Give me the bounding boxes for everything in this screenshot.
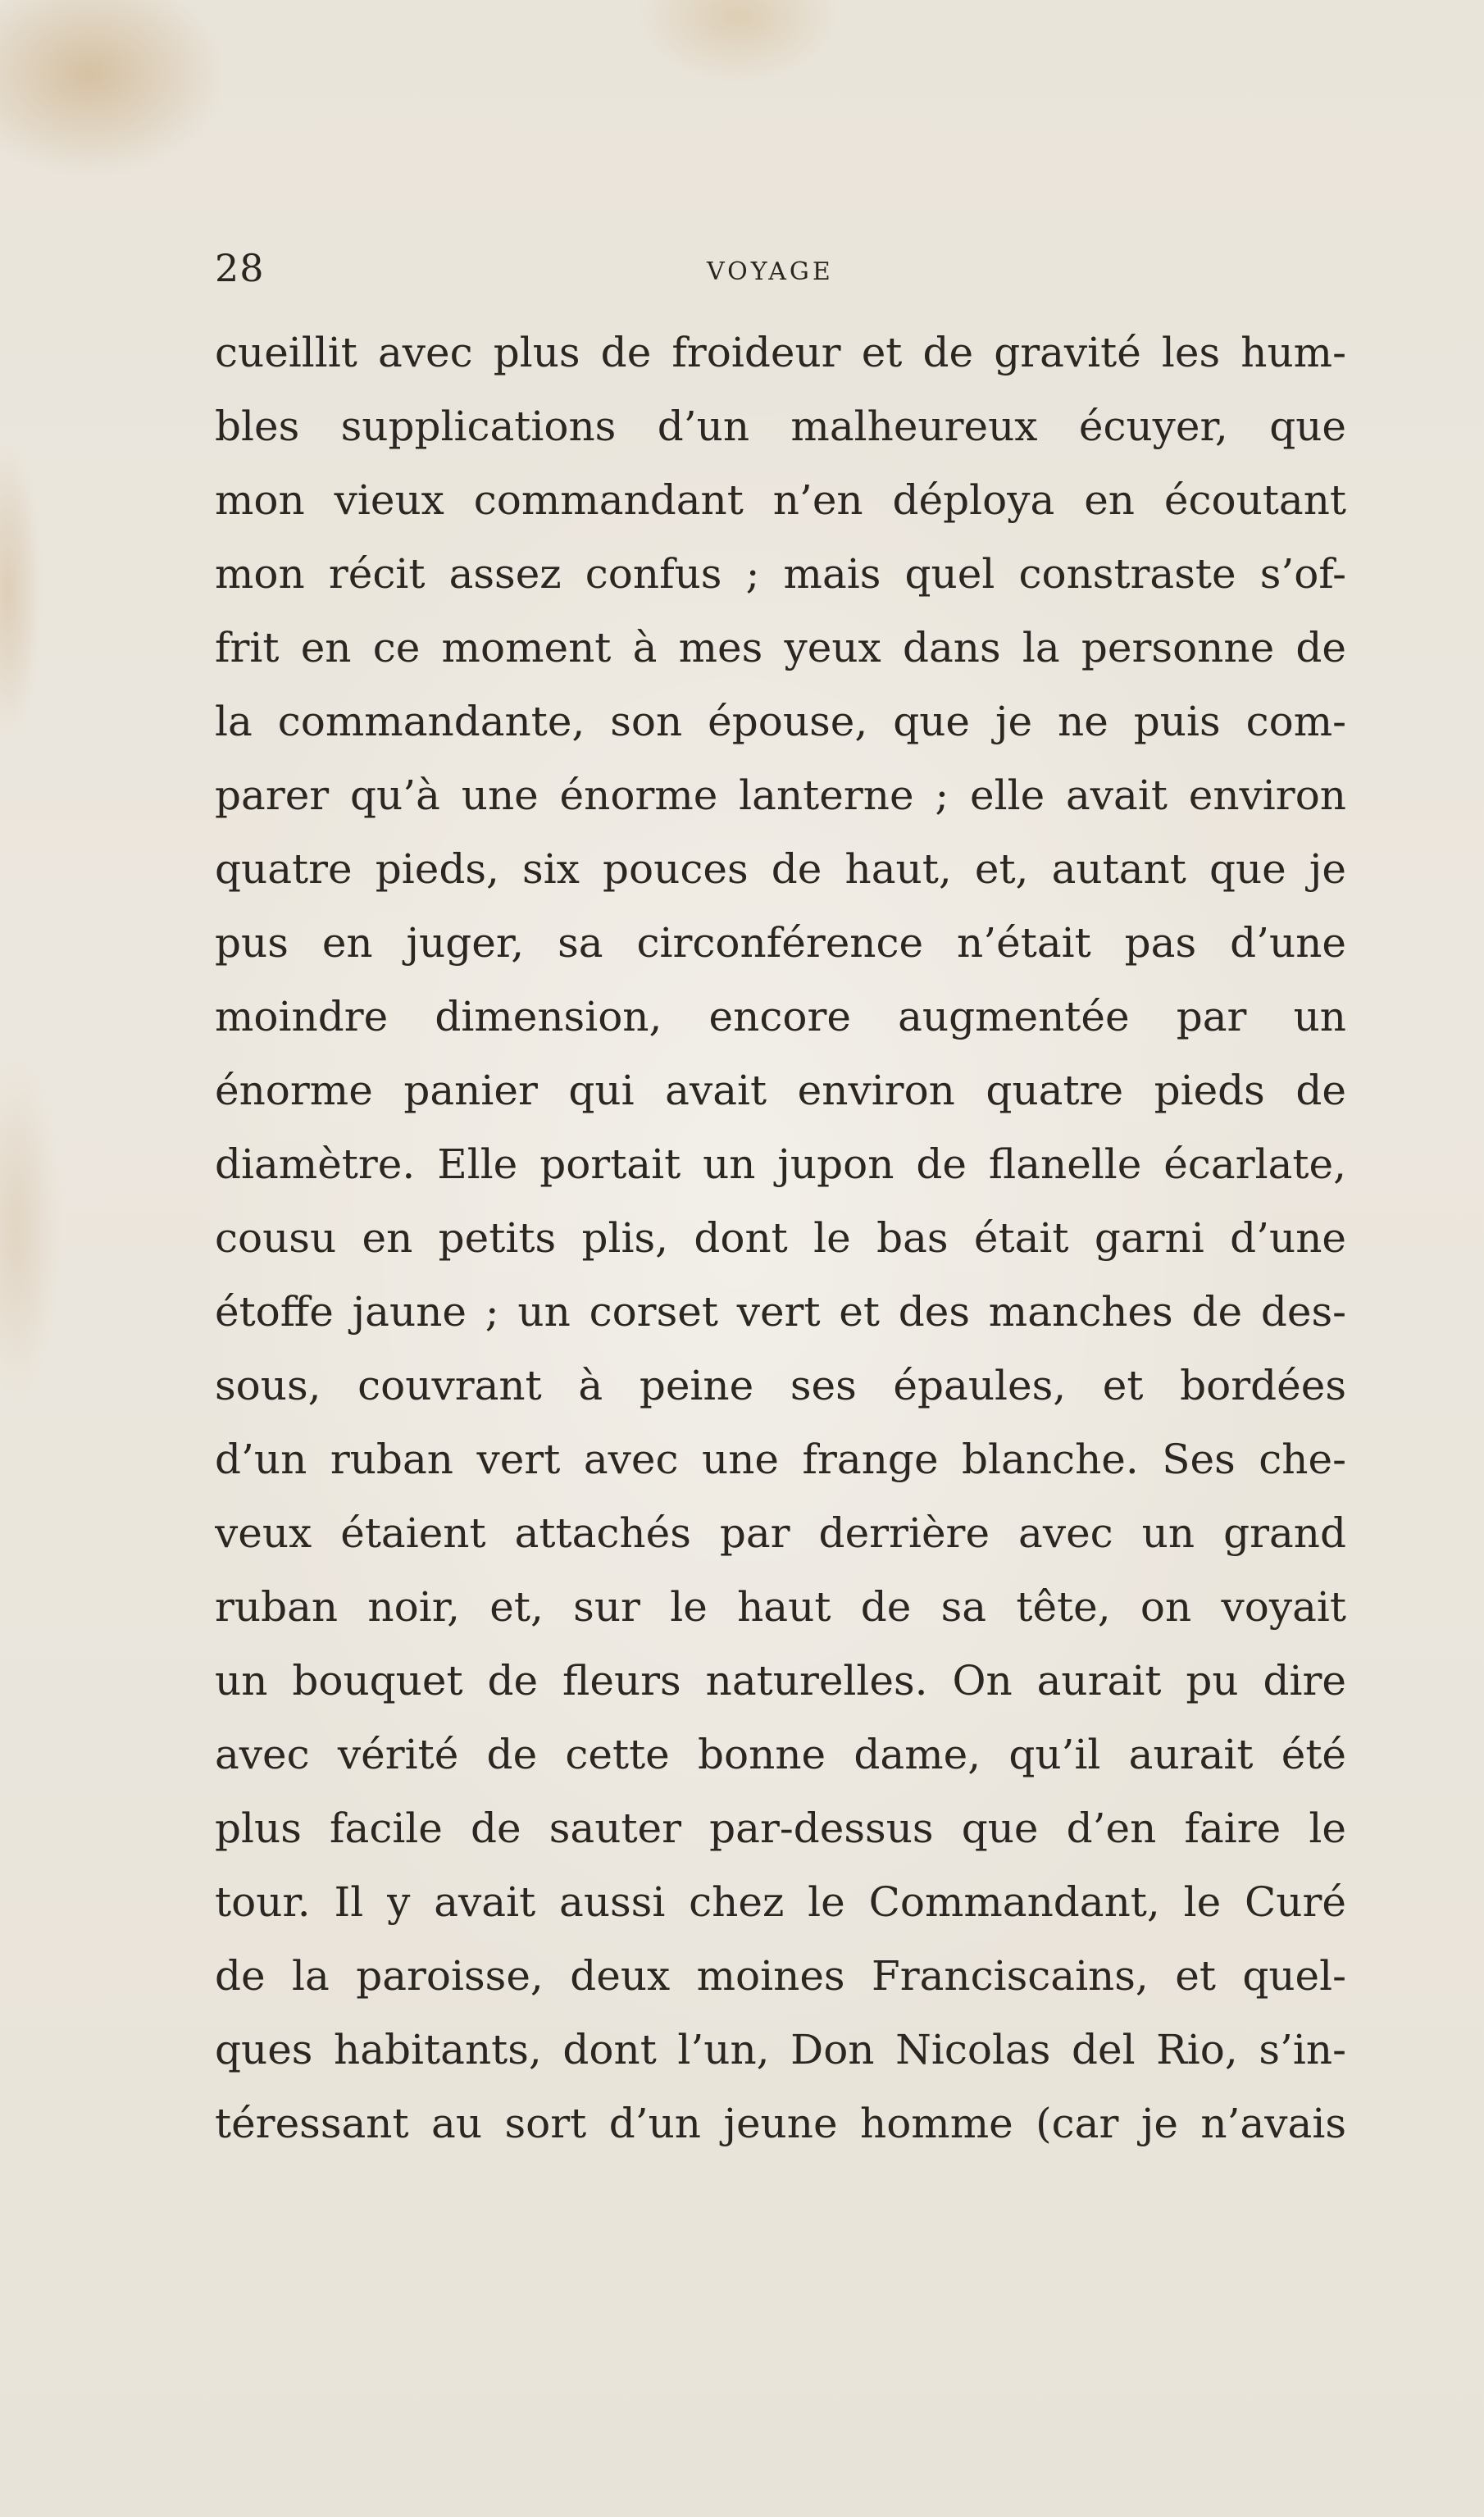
- text-line: mon récit assez confus ; mais quel constraste s’of-: [215, 550, 1346, 598]
- text-line: d’un ruban vert avec une frange blanche. Ses che-: [215, 1436, 1346, 1483]
- text-line: étoffe jaune ; un corset vert et des manches de des-: [215, 1288, 1346, 1336]
- text-line: ruban noir, et, sur le haut de sa tête, on voyait: [215, 1583, 1346, 1631]
- text-line: plus facile de sauter par-dessus que d’en faire le: [215, 1805, 1346, 1852]
- text-line: un bouquet de fleurs naturelles. On aurait pu dire: [215, 1657, 1346, 1705]
- text-line: moindre dimension, encore augmentée par un: [215, 993, 1346, 1040]
- running-title: VOYAGE: [707, 257, 834, 286]
- text-line: veux étaient attachés par derrière avec un grand: [215, 1509, 1346, 1557]
- text-line: quatre pieds, six pouces de haut, et, autant que je: [215, 845, 1346, 893]
- text-line: mon vieux commandant n’en déploya en écoutant: [215, 476, 1346, 524]
- text-line: la commandante, son épouse, que je ne puis com-: [215, 698, 1346, 745]
- text-line: bles supplications d’un malheureux écuyer, que: [215, 403, 1346, 450]
- text-line: tour. Il y avait aussi chez le Commandant, le Curé: [215, 1878, 1346, 1926]
- text-line: cousu en petits plis, dont le bas était garni d’une: [215, 1214, 1346, 1262]
- text-line: téressant au sort d’un jeune homme (car je n’avais: [215, 2100, 1346, 2147]
- text-line: frit en ce moment à mes yeux dans la personne de: [215, 624, 1346, 671]
- text-line: sous, couvrant à peine ses épaules, et bordées: [215, 1362, 1346, 1409]
- page-number: 28: [215, 246, 265, 290]
- text-line: cueillit avec plus de froideur et de gravité les hum-: [215, 329, 1346, 376]
- running-head: [215, 246, 1346, 295]
- text-line: parer qu’à une énorme lanterne ; elle avait environ: [215, 771, 1346, 819]
- body-text: [215, 316, 1346, 2160]
- text-line: pus en juger, sa circonférence n’était pas d’une: [215, 919, 1346, 967]
- text-line: avec vérité de cette bonne dame, qu’il aurait été: [215, 1731, 1346, 1778]
- text-line: énorme panier qui avait environ quatre pieds de: [215, 1067, 1346, 1114]
- text-line: de la paroisse, deux moines Franciscains, et quel-: [215, 1952, 1346, 2000]
- text-line: ques habitants, dont l’un, Don Nicolas del Rio, s’in-: [215, 2026, 1346, 2073]
- text-line: diamètre. Elle portait un jupon de flanelle écarlate,: [215, 1140, 1346, 1188]
